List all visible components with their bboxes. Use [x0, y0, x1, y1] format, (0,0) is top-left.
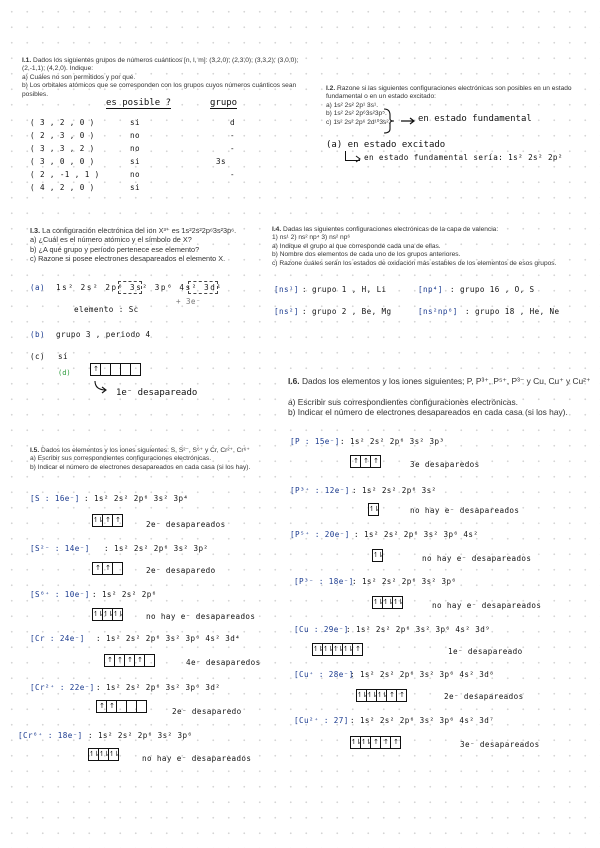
- answer-3c: sí: [58, 352, 68, 361]
- element-config: : 1s² 2s² 2p⁶ 3s² 3p⁶: [352, 577, 457, 586]
- unpaired-note: 3e⁻ desapareados: [460, 740, 540, 749]
- unpaired-note: no hay e⁻ desapareados: [410, 506, 520, 515]
- orbital-box: ↑: [103, 515, 113, 526]
- orbital-box: ↿⇂: [113, 610, 123, 618]
- element-config: : 1s² 2s² 2p⁶ 3s² 3p⁶ 4s² 3d⁴: [96, 634, 241, 643]
- orbital-boxes: [350, 455, 381, 468]
- unpaired-note: 2e⁻ desapareados: [444, 692, 524, 701]
- unpaired-note: no hay e⁻ desapareados: [422, 554, 532, 563]
- orbital-box: ↿⇂: [357, 691, 367, 699]
- orbital-box: ↑: [381, 737, 391, 748]
- orbital-box: ↿⇂: [377, 691, 387, 699]
- curved-arrow-icon: [92, 380, 112, 394]
- orbital-box: ↑: [93, 563, 103, 574]
- section-5-statement: I.5. Dados los elementos y los iones siguientes: S, S²⁻, S⁶⁺ y Cr, Cr²⁺, Cr⁶⁺ a) Escribir sus correspondientes configuraciones electrónicas. b) Indicar el número de electrones desapareados en cada casa (si los hay).: [30, 447, 251, 471]
- answer-2a-fundamental: en estado fundamental sería: 1s² 2s² 2p²: [364, 153, 563, 162]
- answer-4-cfg: [ns¹]: [274, 285, 299, 294]
- answer-4-text: : grupo 1 , H, Li: [302, 285, 387, 294]
- orbital-box: ↿⇂: [89, 750, 99, 758]
- unpaired-note: no hay e⁻ desapareados: [142, 754, 252, 763]
- orbital-box: ↿⇂: [93, 516, 103, 524]
- section-4-title: I.4.: [272, 226, 282, 233]
- element-label: [Cu⁺ : 28e⁻]: [294, 670, 354, 679]
- orbital-box: ↿⇂: [393, 598, 403, 606]
- right-arrow-icon: [400, 117, 416, 125]
- answer-4-text: : grupo 16 , O, S: [450, 285, 535, 294]
- answer-3b-label: (b): [30, 330, 45, 339]
- element-label: [Cr⁶⁺ : 18e⁻]: [18, 731, 83, 740]
- table-cell-group: 3s: [216, 157, 226, 166]
- element-config: : 1s² 2s² 2p⁶ 3s²: [352, 486, 437, 495]
- table-row: ( 3 , 2 , 0 ): [30, 118, 95, 127]
- orbital-boxes: [90, 363, 141, 376]
- orbital-box: ↿⇂: [313, 645, 323, 653]
- orbital-boxes: [356, 689, 407, 702]
- orbital-box: ↑: [107, 701, 117, 712]
- orbital-boxes: [312, 643, 363, 656]
- col-header-possible: es posible ?: [106, 98, 172, 108]
- element-label: [S⁶⁺ : 10e⁻]: [30, 590, 90, 599]
- unpaired-note: 3e desaparedos: [410, 460, 480, 469]
- orbital-box: ↿⇂: [333, 645, 343, 653]
- element-label: [P : 15e⁻]: [290, 437, 340, 446]
- orbital-box: ↿⇂: [373, 598, 383, 606]
- table-cell-possible: si: [130, 183, 140, 192]
- orbital-box: [111, 364, 121, 375]
- answer-4-text: : grupo 2 , Be, Mg: [302, 307, 392, 316]
- table-row: ( 4 , 2 , 0 ): [30, 183, 95, 192]
- answer-4-cfg: [np⁴]: [418, 285, 443, 294]
- orbital-box: ↑: [399, 691, 404, 699]
- section-1-title: I.1.: [22, 57, 32, 64]
- table-row: ( 3 , 3 , 2 ): [30, 144, 95, 153]
- table-cell-possible: no: [130, 131, 140, 140]
- orbital-box: ↑: [373, 457, 378, 465]
- element-config: : 1s² 2s² 2p⁶ 3s² 3p⁶ 3d²: [96, 683, 221, 692]
- section-2-statement: I.2. Razone si las siguientes configuraciones electrónicas son posibles en un estado fundamental o en un estado excitado: a) 1s² 2s² 2p¹ 3s¹. b) 1s² 2s² 2p⁶3s²3p⁵. c) 1s² 2s² 2p⁶ 2d¹⁰3s².: [326, 85, 572, 126]
- answer-3a-config: 1s² 2s² 2p⁶ 3s² 3p⁶ 4s² 3d¹: [56, 283, 223, 292]
- table-row: ( 3 , 0 , 0 ): [30, 157, 95, 166]
- table-cell-group: -: [230, 131, 235, 140]
- orbital-boxes: [372, 549, 383, 562]
- section-1-statement: I.1. Dados los siguientes grupos de números cuánticos [n, l, m]: (3,2,0); (2,3,0); (3,3,2); (3,0,0); (2,-1,1); (4,2,0). Indique: a) Cuáles no son permitidos y por qué. b) Los orbitales atómicos que se corresponden con los grupos cuyos números cuánticos sean posibles.: [22, 57, 299, 98]
- orbital-box: ↑: [105, 655, 115, 666]
- section-2-title: I.2.: [326, 85, 336, 92]
- orbital-box: ↑: [351, 456, 361, 467]
- element-config: : 1s² 2s² 2p⁶ 3s² 3p⁶ 4s² 3d⁷: [350, 716, 495, 725]
- orbital-box: [137, 701, 146, 712]
- table-row: ( 2 , 3 , 0 ): [30, 131, 95, 140]
- answer-3c-label: (c): [30, 352, 45, 361]
- orbital-boxes: [372, 596, 403, 609]
- element-config: : 1s² 2s² 2p⁶ 3s² 3p⁶: [88, 731, 193, 740]
- orbital-box: ↑: [361, 456, 371, 467]
- unpaired-note: no hay e⁻ desapareados: [146, 612, 256, 621]
- answer-4-cfg: [ns²]: [274, 307, 299, 316]
- orbital-boxes: [368, 503, 379, 516]
- orbital-box: ↑: [387, 690, 397, 701]
- orbital-boxes: [92, 608, 123, 621]
- highlight-box: [188, 281, 218, 294]
- table-row: ( 2 , -1 , 1 ): [30, 170, 100, 179]
- section-5-title: I.5.: [30, 447, 40, 454]
- orbital-boxes: [104, 654, 155, 667]
- orbital-box: ↿⇂: [351, 738, 361, 746]
- orbital-box: ↑: [103, 563, 113, 574]
- element-config: : 1s² 2s² 2p⁶ 3s² 3p⁶ 4s² 3d⁸: [350, 670, 495, 679]
- element-config: : 1s² 2s² 2p⁶ 3s² 3p⁶ 4s² 3d⁹: [346, 625, 491, 634]
- orbital-box: ↑: [125, 655, 135, 666]
- orbital-box: ↑: [115, 516, 120, 524]
- orbital-box: [113, 563, 122, 574]
- orbital-box: ↑: [115, 655, 125, 666]
- answer-3b: grupo 3 , periodo 4: [56, 330, 151, 339]
- element-label: [S²⁻ : 14e⁻]: [30, 544, 90, 553]
- orbital-box: [101, 364, 111, 375]
- orbital-box: ↿⇂: [367, 691, 377, 699]
- element-label: [Cu²⁺ : 27]: [294, 716, 349, 725]
- orbital-box: [127, 701, 137, 712]
- element-label: [S : 16e⁻]: [30, 494, 80, 503]
- orbital-box: [145, 655, 154, 666]
- table-cell-possible: no: [130, 170, 140, 179]
- table-cell-possible: no: [130, 144, 140, 153]
- section-3-title: I.3.: [30, 226, 41, 235]
- unpaired-note: no hay e⁻ desapareados: [432, 601, 542, 610]
- answer-3c-note: 1e⁻ desapareado: [116, 388, 198, 398]
- orbital-box: ↿⇂: [373, 551, 383, 559]
- element-label: [P³⁺ : 12e⁻]: [290, 486, 350, 495]
- element-label: [P³⁻ : 18e⁻]: [294, 577, 354, 586]
- element-label: [Cr²⁺ : 22e⁻]: [30, 683, 95, 692]
- element-config: : 1s² 2s² 2p⁶ 3s² 3p⁶ 4s²: [354, 530, 479, 539]
- orbital-box: ↑: [97, 701, 107, 712]
- answer-3a-element: elemento : Sc: [74, 305, 139, 314]
- orbital-box: [117, 701, 127, 712]
- orbital-box: ↿⇂: [343, 645, 353, 653]
- element-config: : 1s² 2s² 2p⁶ 3s² 3p³: [340, 437, 445, 446]
- table-cell-group: -: [230, 144, 235, 153]
- orbital-box: ↑: [135, 655, 145, 666]
- element-label: [Cu : 29e⁻]: [294, 625, 349, 634]
- orbital-box: ↿⇂: [369, 505, 379, 513]
- unpaired-note: 2e⁻ desapareados: [146, 520, 226, 529]
- unpaired-note: 2e⁻ desaparedo: [146, 566, 216, 575]
- element-config: : 1s² 2s² 2p⁶ 3s² 3p⁴: [84, 494, 189, 503]
- orbital-box: ↑: [91, 364, 101, 375]
- element-config: : 1s² 2s² 2p⁶ 3s² 3p²: [104, 544, 209, 553]
- col-header-group: grupo: [210, 98, 238, 108]
- section-6-statement: I.6. Dados los elementos y los iones siguientes; P, P³⁺, P⁵⁺, P³⁻ y Cu, Cu⁺ y Cu²⁺ a) Escribir sus correspondientes configuraciones electrónicas. b) Indicar el número de electrones desapareados en cada casa (si los hay).: [288, 376, 591, 417]
- highlight-box: [118, 281, 142, 294]
- section-3-statement: I.3. La configuración electrónica del ion X³⁺ es 1s²2s²2p⁶3s²3p⁶. a) ¿Cuál es el número atómico y el símbolo de X? b) ¿A qué grupo y período pertenece ese elemento? c) Razone si posee electrones desapareados el elemento X.: [30, 226, 237, 264]
- orbital-box: [121, 364, 131, 375]
- orbital-box: ↿⇂: [103, 610, 113, 618]
- orbital-box: ↑: [371, 737, 381, 748]
- orbital-boxes: [96, 700, 147, 713]
- orbital-box: ↿⇂: [323, 645, 333, 653]
- fundamental-state-note: en estado fundamental: [418, 114, 532, 124]
- answer-4-cfg: [ns²np⁶]: [418, 307, 458, 316]
- orbital-box: ↿⇂: [361, 738, 371, 746]
- answer-3a-label: (a): [30, 283, 45, 292]
- orbital-boxes: [92, 562, 123, 575]
- added-electrons: + 3e⁻: [176, 297, 201, 306]
- orbital-box: ↑: [393, 738, 398, 746]
- arrow-head-icon: [355, 155, 363, 163]
- section-6-title: I.6.: [288, 376, 300, 386]
- answer-3c-sublabel: (d): [58, 369, 71, 377]
- orbital-box: ↿⇂: [93, 610, 103, 618]
- unpaired-note: 2e⁻ desaparedo: [172, 707, 242, 716]
- orbital-box: ↿⇂: [383, 598, 393, 606]
- table-cell-group: -: [230, 170, 235, 179]
- table-cell-possible: si: [130, 157, 140, 166]
- unpaired-note: 4e⁻ desaparedos: [186, 658, 261, 667]
- unpaired-note: 1e⁻ desapareado: [448, 647, 523, 656]
- orbital-boxes: [350, 736, 401, 749]
- orbital-box: ↿⇂: [109, 750, 119, 758]
- table-cell-group: d: [230, 118, 235, 127]
- answer-2a: (a) en estado excitado: [326, 140, 446, 150]
- orbital-boxes: [92, 514, 123, 527]
- element-label: [Cr : 24e⁻]: [30, 634, 85, 643]
- table-cell-possible: si: [130, 118, 140, 127]
- answer-4-text: : grupo 18 , He, Ne: [465, 307, 560, 316]
- element-config: : 1s² 2s² 2p⁶: [92, 590, 157, 599]
- orbital-boxes: [88, 748, 119, 761]
- orbital-box: [131, 364, 140, 375]
- element-label: [P⁵⁺ : 20e⁻]: [290, 530, 350, 539]
- orbital-box: ↿⇂: [99, 750, 109, 758]
- orbital-box: ↑: [355, 645, 360, 653]
- section-4-statement: I.4. Dadas las siguientes configuraciones electrónicas de la capa de valencia: 1) ns¹ 2) ns² np⁴ 3) ns² np⁶ a) Indique el grupo al que corresponde cada una de ellas. b) Nombre dos elementos de cada uno de los grupos anteriores. c) Razone cuáles serán los estados de oxidación más estables de los elementos de esos grupos.: [272, 226, 557, 267]
